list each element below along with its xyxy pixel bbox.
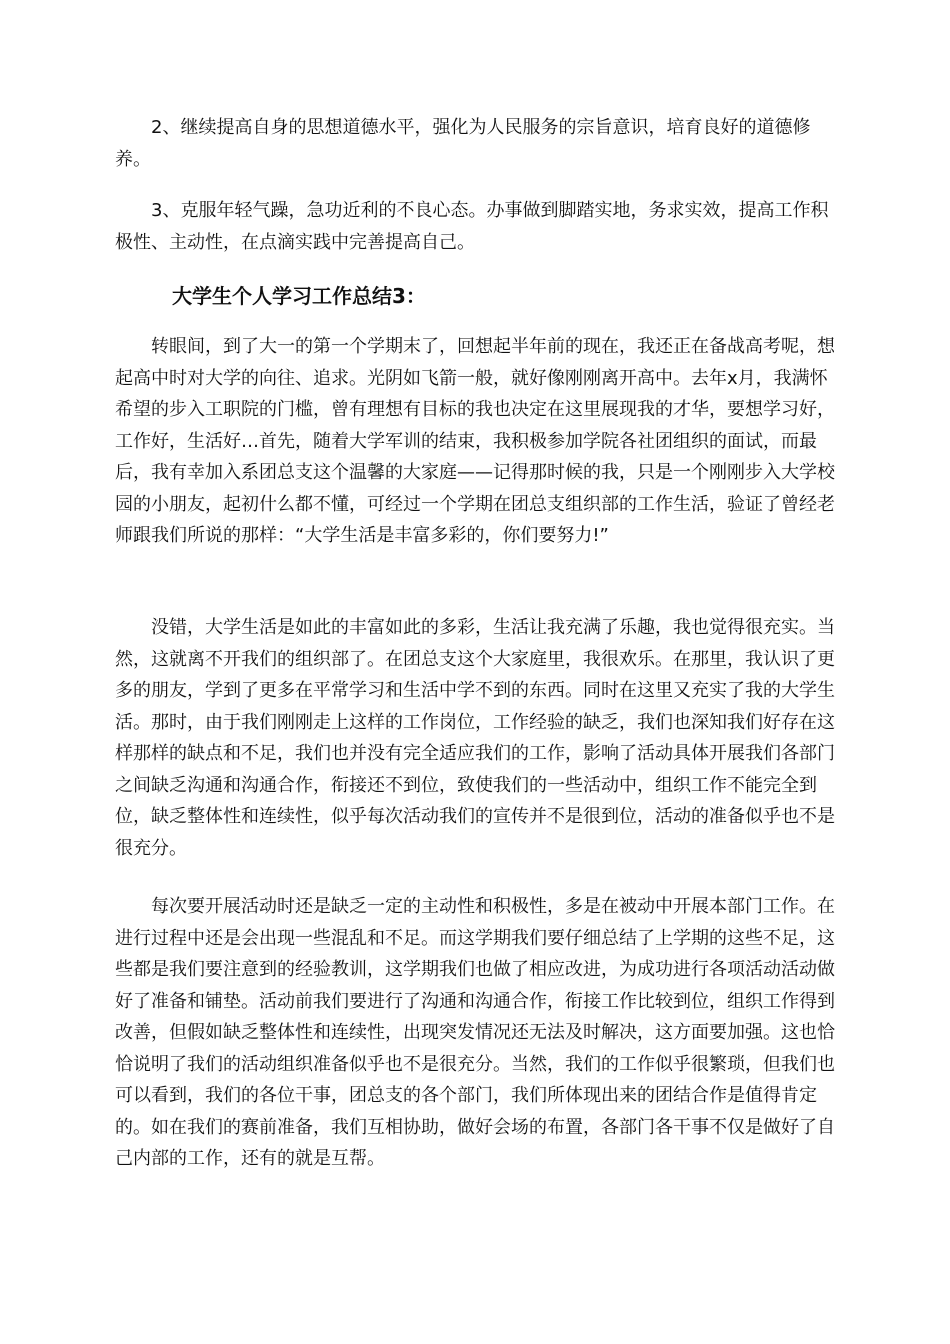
paragraph-item-2: 2、继续提高自身的思想道德水平，强化为人民服务的宗旨意识，培育良好的道德修养。 [115,117,811,170]
body-paragraph-2: 没错，大学生活是如此的丰富如此的多彩，生活让我充满了乐趣，我也觉得很充实。当然，这就离不开我们的组织部了。在团总支这个大家庭里，我很欢乐。在那里，我认识了更多的朋友，学到了更多在平常学习和生活中学不到的东西。同时在这里又充实了我的大学生活。那时，由于我们刚刚走上这样的工作岗位，工作经验的缺乏，我们也深知我们好存在这样那样的缺点和不足，我们也并没有完全适应我们的工作，影响了活动具体开展我们各部门之间缺乏沟通和沟通合作，衔接还不到位，致使我们的一些活动中，组织工作不能完全到位，缺乏整体性和连续性，似乎每次活动我们的宣传并不是很到位，活动的准备似乎也不是很充分。 [115,617,835,859]
section-heading: 大学生个人学习工作总结3： [172,284,426,308]
body-paragraph-3: 每次要开展活动时还是缺乏一定的主动性和积极性，多是在被动中开展本部门工作。在进行过程中还是会出现一些混乱和不足。而这学期我们要仔细总结了上学期的这些不足，这些都是我们要注意到的经验教训，这学期我们也做了相应改进，为成功进行各项活动活动做好了准备和铺垫。活动前我们要进行了沟通和沟通合作，衔接工作比较到位，组织工作得到改善，但假如缺乏整体性和连续性，出现突发情况还无法及时解决，这方面要加强。这也恰恰说明了我们的活动组织准备似乎也不是很充分。当然，我们的工作似乎很繁琐，但我们也可以看到，我们的各位干事，团总支的各个部门，我们所体现出来的团结合作是值得肯定的。如在我们的赛前准备，我们互相协助，做好会场的布置，各部门各干事不仅是做好了自己内部的工作，还有的就是互帮。 [115,896,835,1169]
body-paragraph-1: 转眼间，到了大一的第一个学期末了，回想起半年前的现在，我还正在备战高考呢，想起高中时对大学的向往、追求。光阴如飞箭一般，就好像刚刚离开高中。去年x月，我满怀希望的步入工职院的门槛，曾有理想有目标的我也决定在这里展现我的才华，要想学习好，工作好，生活好…首先，随着大学军训的结束，我积极参加学院各社团组织的面试，而最后，我有幸加入系团总支这个温馨的大家庭——记得那时候的我，只是一个刚刚步入大学校园的小朋友，起初什么都不懂，可经过一个学期在团总支组织部的工作生活，验证了曾经老师跟我们所说的那样：“大学生活是丰富多彩的，你们要努力!” [115,336,835,546]
paragraph-item-3: 3、克服年轻气躁，急功近利的不良心态。办事做到脚踏实地，务求实效，提高工作积极性、主动性，在点滴实践中完善提高自己。 [115,200,829,253]
